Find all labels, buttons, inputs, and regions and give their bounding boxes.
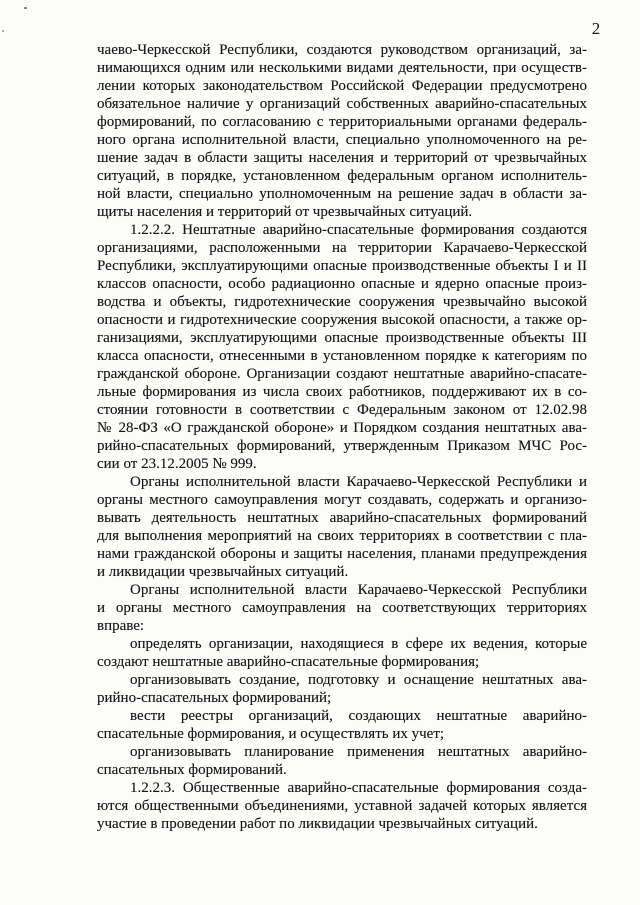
text-line: рийно-спасательных формирований, утвержденным Приказом МЧС Рос-	[97, 438, 587, 454]
text-line: обязательное наличие у организаций собственных аварийно-спасательных	[97, 96, 587, 112]
text-line: опасности и гидротехнические сооружения высокой опасности, а также ор-	[97, 312, 587, 328]
text-line: Республики, эксплуатирующими опасные производственные объекты I и II	[97, 258, 587, 274]
text-line: ются общественными объединениями, уставной задачей которых является	[97, 798, 587, 814]
scan-speck	[24, 7, 27, 9]
text-line: для выполнения мероприятий на своих территориях в соответствии с пла-	[97, 528, 587, 544]
text-line: классов опасности, особо радиационно опасные и ядерно опасные произ-	[97, 276, 587, 292]
text-line: создают нештатные аварийно-спасательные формирования;	[97, 654, 480, 670]
text-line: спасательные формирования, и осуществлять их учет;	[97, 726, 445, 742]
text-line: вывать деятельность нештатных аварийно-спасательных формирований	[97, 510, 587, 526]
text-line: рийно-спасательных формирований;	[97, 690, 332, 706]
paragraph	[97, 707, 587, 743]
text-line: нами гражданской обороны и защиты населения, планами предупреждения	[97, 546, 587, 562]
text-line: льные формирования из числа своих работников, поддерживают их в со-	[97, 384, 587, 400]
paragraph	[97, 41, 587, 221]
text-line: спасательных формирований.	[97, 762, 287, 778]
text-line: организациями, расположенными на территории Карачаево-Черкесской	[97, 240, 587, 256]
text-line: водства и объекты, гидротехнические сооружения чрезвычайно высокой	[97, 294, 587, 310]
text-line: ганизациями, эксплуатирующими опасные производственные объекты III	[97, 330, 587, 346]
text-line: сии от 23.12.2005 № 999.	[97, 456, 257, 472]
text-line: 1.2.2.3. Общественные аварийно-спасательные формирования созда-	[130, 780, 587, 796]
text-line: определять организации, находящиеся в сфере их ведения, которые	[130, 636, 587, 652]
text-block	[97, 41, 587, 833]
text-line: формирований, по согласованию с территориальными органами федераль-	[97, 114, 587, 130]
text-line: чаево-Черкесской Республики, создаются руководством организаций, за-	[97, 42, 587, 58]
text-line: и органы местного самоуправления на соответствующих территориях	[97, 600, 587, 616]
paragraph	[97, 221, 587, 473]
text-line: № 28-ФЗ «О гражданской обороне» и Порядком создания нештатных ава-	[97, 420, 587, 436]
paragraph	[97, 779, 587, 833]
text-line: организовывать создание, подготовку и оснащение нештатных ава-	[130, 672, 587, 688]
paragraph	[97, 473, 587, 581]
text-line: Органы исполнительной власти Карачаево-Черкесской Республики и	[130, 474, 587, 490]
text-line: Органы исполнительной власти Карачаево-Черкесской Республики	[130, 582, 587, 598]
paragraph	[97, 671, 587, 707]
text-line: ситуаций, в порядке, установленном федеральным органом исполнитель-	[97, 168, 587, 184]
scan-speck	[2, 30, 4, 32]
text-line: организовывать планирование применения нештатных аварийно-	[130, 744, 587, 760]
page-number: 2	[591, 19, 601, 38]
text-line: шение задач в области защиты населения и территорий от чрезвычайных	[97, 150, 587, 166]
text-line: гражданской обороне. Организации создают нештатные аварийно-спасате-	[97, 366, 587, 382]
text-line: класса опасности, отнесенными в установленном порядке к категориям по	[97, 348, 587, 364]
text-line: лении которых законодательством Российской Федерации предусмотрено	[97, 78, 587, 94]
text-line: ной власти, специально уполномоченным на решение задач в области за-	[97, 186, 587, 202]
text-line: участие в проведении работ по ликвидации чрезвычайных ситуаций.	[97, 816, 538, 832]
paragraph	[97, 743, 587, 779]
text-line: ного органа исполнительной власти, специально уполномоченного на ре-	[97, 132, 587, 148]
text-line: щиты населения и территорий от чрезвычайных ситуаций.	[97, 204, 473, 220]
paragraph	[97, 581, 587, 635]
text-line: и ликвидации чрезвычайных ситуаций.	[97, 564, 349, 580]
text-line: нимающихся одним или несколькими видами деятельности, при осуществ-	[97, 60, 587, 76]
text-line: органы местного самоуправления могут создавать, содержать и организо-	[97, 492, 587, 508]
text-line: 1.2.2.2. Нештатные аварийно-спасательные формирования создаются	[130, 222, 587, 238]
text-line: вести реестры организаций, создающих нештатные аварийно-	[130, 708, 587, 724]
text-line: стоянии готовности в соответствии с Федеральным законом от 12.02.98	[97, 402, 587, 418]
text-line: вправе:	[97, 618, 145, 634]
paragraph	[97, 635, 587, 671]
